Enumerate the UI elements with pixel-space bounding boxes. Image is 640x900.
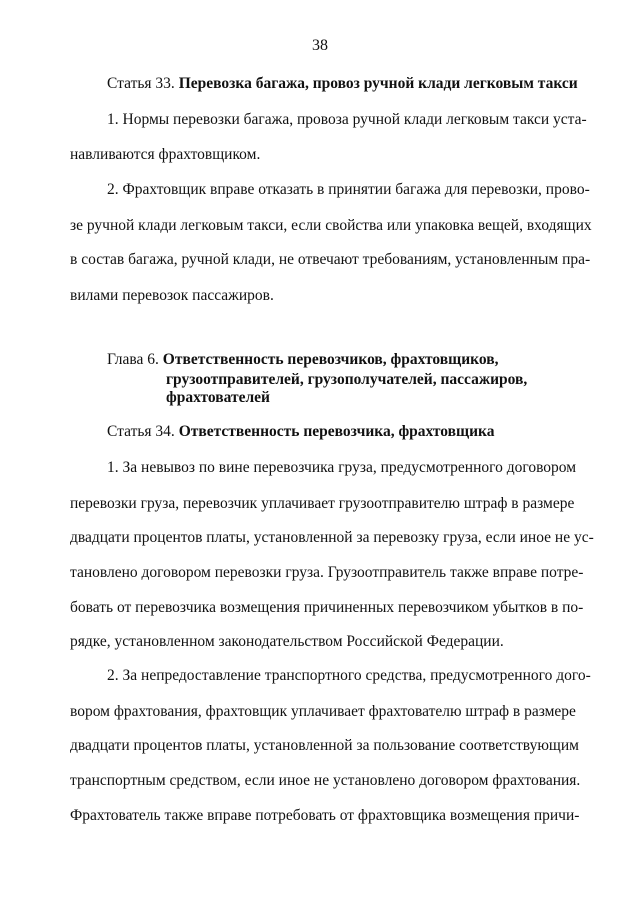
- chapter-6-label: Глава 6.: [107, 351, 159, 368]
- article-33-p1-line-1: 1. Нормы перевозки багажа, провоза ручной клади легковым такси уста-: [107, 111, 587, 128]
- article-33-p2-line-4: вилами перевозок пассажиров.: [70, 287, 274, 304]
- article-34-p2-line-1: 2. За непредоставление транспортного средства, предусмотренного дого-: [107, 667, 591, 684]
- article-34-p1-line-5: бовать от перевозчика возмещения причиненных перевозчиком убытков в по-: [70, 599, 584, 616]
- article-34-p1-line-2: перевозки груза, перевозчик уплачивает грузоотправителю штраф в размере: [70, 495, 575, 512]
- article-33-p1-line-2: навливаются фрахтовщиком.: [70, 146, 261, 163]
- article-33-p2-line-2: зе ручной клади легковым такси, если свойства или упаковка вещей, входящих: [70, 217, 592, 234]
- article-33-p2-line-1: 2. Фрахтовщик вправе отказать в принятии багажа для перевозки, прово-: [107, 181, 590, 198]
- article-33-p2-line-3: в состав багажа, ручной клади, не отвечают требованиям, установленным пра-: [70, 251, 591, 268]
- article-33-heading: [107, 74, 578, 94]
- article-34-p1-line-4: тановлено договором перевозки груза. Грузоотправитель также вправе потре-: [70, 564, 584, 581]
- article-33-label: Статья 33.: [107, 75, 175, 92]
- article-34-title: Ответственность перевозчика, фрахтовщика: [178, 423, 495, 440]
- article-34-label: Статья 34.: [107, 423, 175, 440]
- article-34-p2-line-4: транспортным средством, если иное не установлено договором фрахтования.: [70, 772, 581, 789]
- article-34-p2-line-3: двадцати процентов платы, установленной за пользование соответствующим: [70, 737, 579, 754]
- article-34-p2-line-5: Фрахтователь также вправе потребовать от фрахтовщика возмещения причи-: [70, 807, 580, 824]
- chapter-6-title-line-2: грузоотправителей, грузополучателей, пассажиров,: [166, 371, 528, 388]
- article-34-p2-line-2: вором фрахтования, фрахтовщик уплачивает фрахтователю штраф в размере: [70, 703, 576, 720]
- chapter-6-title-line-1: Ответственность перевозчиков, фрахтовщиков,: [162, 351, 499, 368]
- article-34-p1-line-1: 1. За невывоз по вине перевозчика груза, предусмотренного договором: [107, 459, 577, 476]
- article-34-p1-line-3: двадцати процентов платы, установленной за перевозку груза, если иное не ус-: [70, 529, 594, 546]
- article-34-heading: [107, 422, 495, 442]
- page-number: 38: [312, 37, 328, 54]
- chapter-6-heading: [107, 350, 499, 370]
- chapter-6-title-line-3: фрахтователей: [166, 389, 270, 406]
- article-33-title: Перевозка багажа, провоз ручной клади легковым такси: [178, 75, 578, 92]
- article-34-p1-line-6: рядке, установленном законодательством Российской Федерации.: [70, 633, 504, 650]
